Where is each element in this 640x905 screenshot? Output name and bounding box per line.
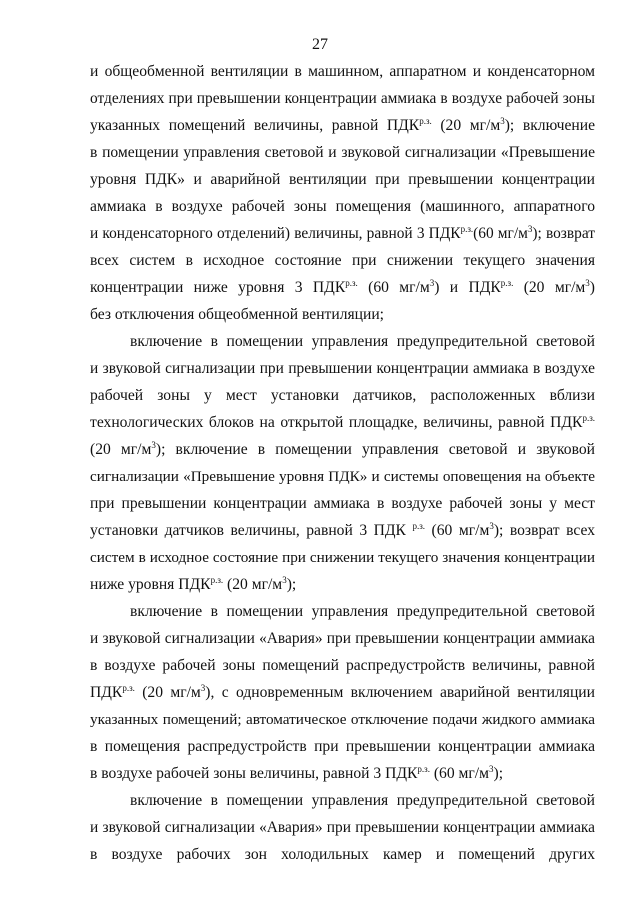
text-line: ниже уровня $ПДК^{р.з.}$ (20 $мг/м^3$); (90, 575, 297, 593)
text-line: указанных помещений; автоматическое отключение подачи жидкого аммиака (90, 711, 595, 728)
text-line: при превышении концентрации аммиака в воздухе рабочей зоны у мест (90, 495, 595, 512)
text-line: в помещения распредустройств при превышении концентрации аммиака (90, 738, 595, 755)
text-line: и звуковой сигнализации «Авария» при превышении концентрации аммиака (90, 819, 595, 836)
paragraph-first-line: включение в помещении управления предупредительной световой (130, 603, 595, 620)
text-line: технологических блоков на открытой площадке, величины, равной $ПДК^{р.з.}$ (90, 413, 595, 431)
text-line: $ПДК^{р.з.}$ (20 $мг/м^3$), с одновременным включением аварийной вентиляции (90, 683, 595, 701)
text-line: сигнализации «Превышение уровня ПДК» и системы оповещения на объекте (90, 468, 595, 485)
text-line: без отключения общеобменной вентиляции; (90, 306, 385, 323)
text-line: в воздухе рабочей зоны величины, равной 3 $ПДК^{р.з.}$ (60 $мг/м^3$); (90, 764, 504, 782)
text-line: указанных помещений величины, равной $ПДК^{р.з.}$ (20 $мг/м^3$); включение (90, 116, 595, 134)
text-line: рабочей зоны у мест установки датчиков, расположенных вблизи (90, 387, 595, 404)
text-line: аммиака в воздухе рабочей зоны помещения (машинного, аппаратного (90, 198, 595, 215)
text-line: и конденсаторного отделений) величины, равной 3 $ПДК^{р.з.}(60$ $мг/м^3$); возврат (90, 224, 595, 242)
paragraph-first-line: включение в помещении управления предупредительной световой (130, 333, 595, 350)
text-line: установки датчиков величины, равной 3 ПДК $^{р.з.}$ (60 $мг/м^3$); возврат всех (90, 521, 595, 539)
text-line: и общеобменной вентиляции в машинном, аппаратном и конденсаторном (90, 63, 595, 80)
paragraph-first-line: включение в помещении управления предупредительной световой (130, 792, 595, 809)
text-line: отделениях при превышении концентрации аммиака в воздухе рабочей зоны (90, 90, 595, 107)
text-line: систем в исходное состояние при снижении текущего значения концентрации (90, 549, 595, 566)
text-line: и звуковой сигнализации при превышении концентрации аммиака в воздухе (90, 360, 595, 377)
text-line: (20 $мг/м^3$); включение в помещении управления световой и звуковой (90, 440, 595, 458)
text-line: всех систем в исходное состояние при снижении текущего значения (90, 252, 595, 269)
text-line: в помещении управления световой и звуковой сигнализации «Превышение (90, 144, 595, 161)
page-number: 27 (312, 36, 328, 53)
text-line: концентрации ниже уровня 3 $ПДК^{р.з.}$ (60 $мг/м^3$) и $ПДК^{р.з.}$ (20 $мг/м^3$) (90, 278, 595, 296)
text-line: в воздухе рабочих зон холодильных камер и помещений других (90, 846, 595, 863)
text-line: в воздухе рабочей зоны помещений распредустройств величины, равной (90, 657, 595, 674)
text-line: и звуковой сигнализации «Авария» при превышении концентрации аммиака (90, 630, 595, 647)
text-line: уровня ПДК» и аварийной вентиляции при превышении концентрации (90, 171, 595, 188)
